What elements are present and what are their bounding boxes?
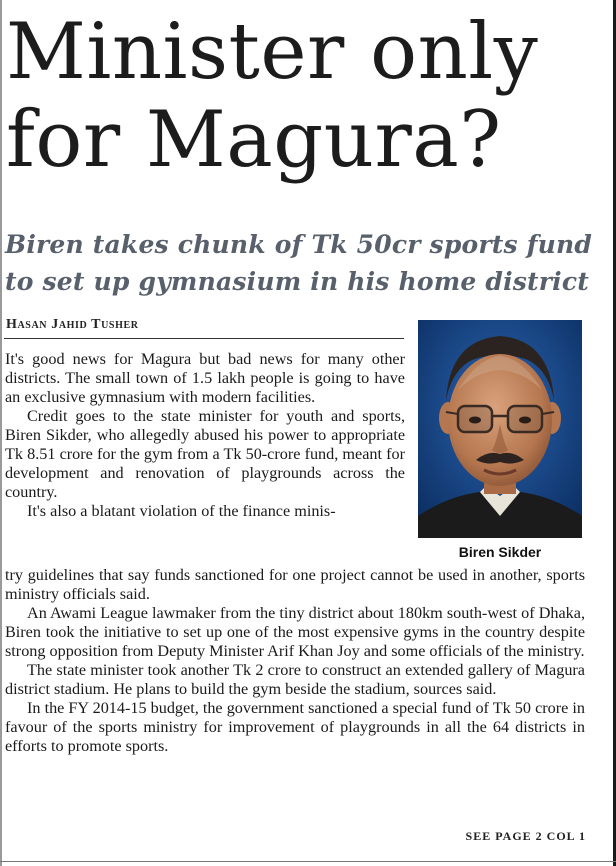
page-frame-bottom <box>0 861 616 862</box>
byline: Hasan Jahid Tusher <box>6 317 139 332</box>
article-body-narrow <box>5 350 405 521</box>
continued-jump-line: SEE PAGE 2 COL 1 <box>465 829 586 843</box>
byline-rule <box>4 338 404 339</box>
deck-subheadline: Biren takes chunk of Tk 50cr sports fund to set up gymnasium in his home district <box>5 230 593 296</box>
page-frame-left <box>0 0 2 866</box>
portrait-illustration <box>418 320 582 538</box>
photo-caption: Biren Sikder <box>458 544 542 560</box>
paragraph: The state minister took another Tk 2 crore to construct an extended gallery of Magura district stadium. He plans to build the gym beside the stadium, sources said. <box>5 661 585 698</box>
paragraph: It's also a blatant violation of the finance minis- <box>27 502 336 520</box>
paragraph: In the FY 2014-15 budget, the government sanctioned a special fund of Tk 50 crore in favour of the sports ministry for improvement of playgrounds in all the 64 districts in efforts to promote sports. <box>5 699 585 755</box>
paragraph: It's good news for Magura but bad news for many other districts. The small town of 1.5 lakh people is going to have an exclusive gymnasium with modern facilities. <box>5 350 405 406</box>
article-body-wide <box>5 566 585 756</box>
paragraph: Credit goes to the state minister for youth and sports, Biren Sikder, who allegedly abused his power to appropriate Tk 8.51 crore for the gym from a Tk 50-crore fund, meant for development and renovation of playgrounds across the country. <box>5 407 405 501</box>
paragraph: try guidelines that say funds sanctioned for one project cannot be used in another, sports ministry officials said. <box>5 566 585 603</box>
headline: Minister only for Magura? <box>6 7 539 185</box>
portrait-photo <box>418 320 582 538</box>
paragraph: An Awami League lawmaker from the tiny district about 180km south-west of Dhaka, Biren took the initiative to set up one of the most expensive gyms in the country despite strong opposition from Deputy Minister Arif Khan Joy and some officials of the ministry. <box>5 604 585 660</box>
